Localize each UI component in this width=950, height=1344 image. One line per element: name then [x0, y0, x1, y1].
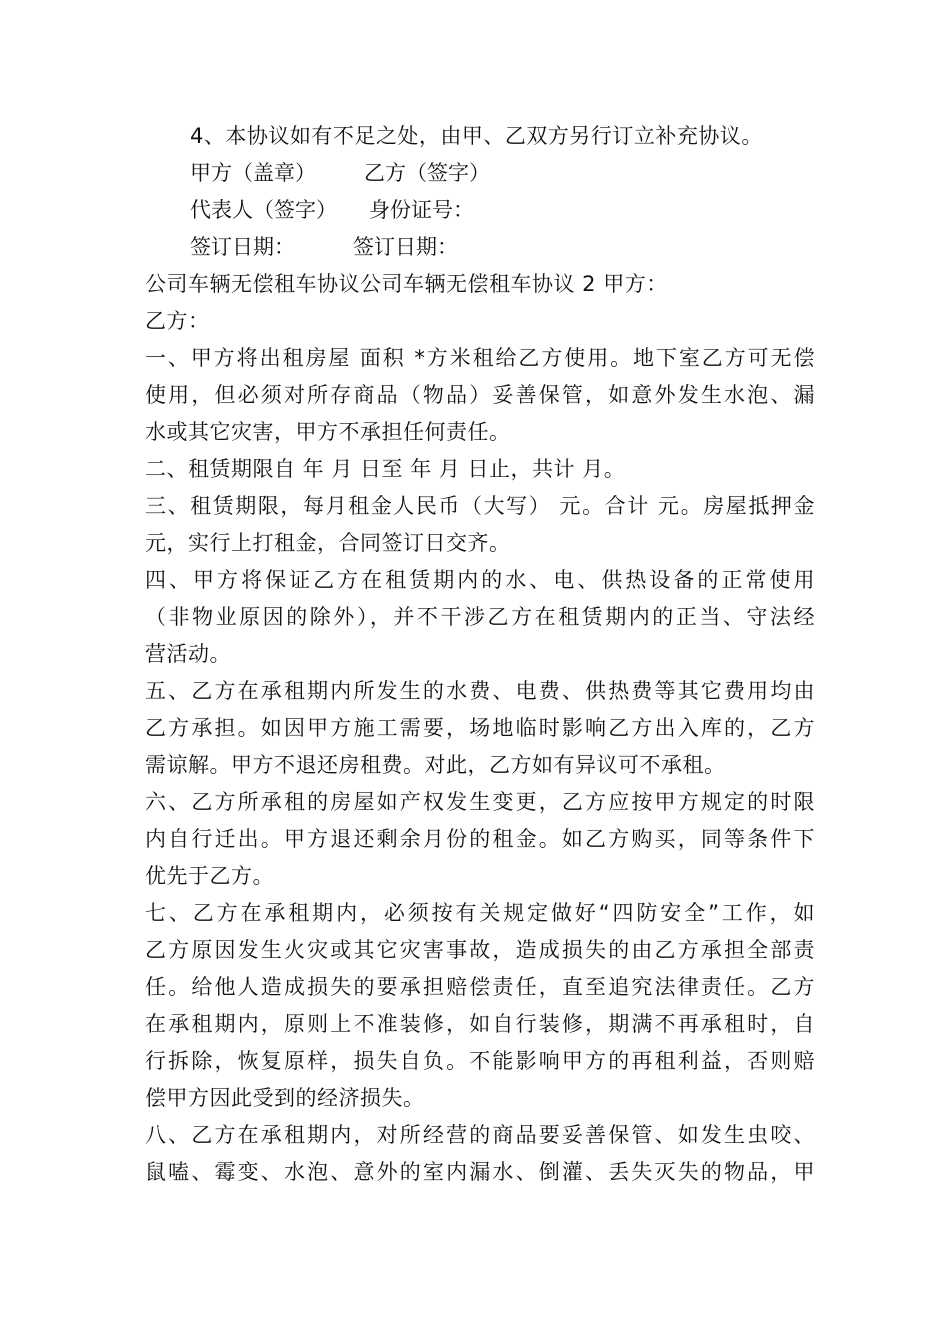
- clause-7-line-4: 在承租期内，原则上不准装修，如自行装修，期满不再承租时，自: [145, 1012, 815, 1036]
- party-b-sign-label: 乙方（签字）: [364, 161, 490, 185]
- clause-5-line-3: 需谅解。甲方不退还房租费。对此，乙方如有异议可不承租。: [145, 753, 726, 777]
- clause-2-line-1: 二、租赁期限自 年 月 日至 年 月 日止，共计 月。: [145, 457, 626, 481]
- clause-8-line-2: 鼠嗑、霉变、水泡、意外的室内漏水、倒灌、丢失灭失的物品，甲: [145, 1160, 815, 1184]
- clause-3-line-2: 元，实行上打租金，合同签订日交齐。: [145, 531, 511, 555]
- representative-sign-label: 代表人（签字）: [190, 198, 337, 222]
- clause-4-supplement: 4、本协议如有不足之处，由甲、乙双方另行订立补充协议。: [190, 124, 763, 148]
- sign-date-a-label: 签订日期：: [190, 235, 295, 259]
- clause-4-line-1: 四、甲方将保证乙方在租赁期内的水、电、供热设备的正常使用: [145, 568, 815, 592]
- clause-5-line-1: 五、乙方在承租期内所发生的水费、电费、供热费等其它费用均由: [145, 679, 815, 703]
- clause-5-line-2: 乙方承担。如因甲方施工需要，场地临时影响乙方出入库的，乙方: [145, 716, 815, 740]
- signature-row-representative: [145, 192, 815, 229]
- clause-6-line-1: 六、乙方所承租的房屋如产权发生变更，乙方应按甲方规定的时限: [145, 790, 815, 814]
- clause-7-line-6: 偿甲方因此受到的经济损失。: [145, 1086, 425, 1110]
- clause-7-line-2: 乙方原因发生火灾或其它灾害事故，造成损失的由乙方承担全部责: [145, 938, 815, 962]
- clause-4-line-3: 营活动。: [145, 642, 231, 666]
- agreement-title-party-a: 公司车辆无偿租车协议公司车辆无偿租车协议 2 甲方：: [145, 272, 668, 296]
- clause-6-line-3: 优先于乙方。: [145, 864, 274, 888]
- clause-3-line-1: 三、租赁期限，每月租金人民币（大写） 元。合计 元。房屋抵押金: [145, 494, 815, 518]
- clause-7-line-3: 任。给他人造成损失的要承担赔偿责任，直至追究法律责任。乙方: [145, 975, 815, 999]
- clause-7-line-1: 七、乙方在承租期内，必须按有关规定做好“四防安全”工作，如: [145, 901, 815, 925]
- signature-row-parties: [145, 155, 815, 192]
- party-a-seal-label: 甲方（盖章）: [190, 161, 316, 185]
- clause-4-line-2: （非物业原因的除外），并不干涉乙方在租赁期内的正当、守法经: [145, 605, 815, 629]
- id-number-label: 身份证号：: [369, 198, 474, 222]
- sign-date-b-label: 签订日期：: [353, 235, 458, 259]
- clause-1-line-2: 使用，但必须对所存商品（物品）妥善保管，如意外发生水泡、漏: [145, 383, 815, 407]
- clause-7-line-5: 行拆除，恢复原样，损失自负。不能影响甲方的再租利益，否则赔: [145, 1049, 815, 1073]
- clause-1-line-1: 一、甲方将出租房屋 面积 *方米租给乙方使用。地下室乙方可无偿: [145, 346, 815, 370]
- clause-8-line-1: 八、乙方在承租期内，对所经营的商品要妥善保管、如发生虫咬、: [145, 1123, 815, 1147]
- document-body: [145, 118, 815, 1191]
- clause-6-line-2: 内自行迁出。甲方退还剩余月份的租金。如乙方购买，同等条件下: [145, 827, 815, 851]
- clause-1-line-3: 水或其它灾害，甲方不承担任何责任。: [145, 420, 511, 444]
- party-b-line: 乙方：: [145, 309, 210, 333]
- signature-row-dates: [145, 229, 815, 266]
